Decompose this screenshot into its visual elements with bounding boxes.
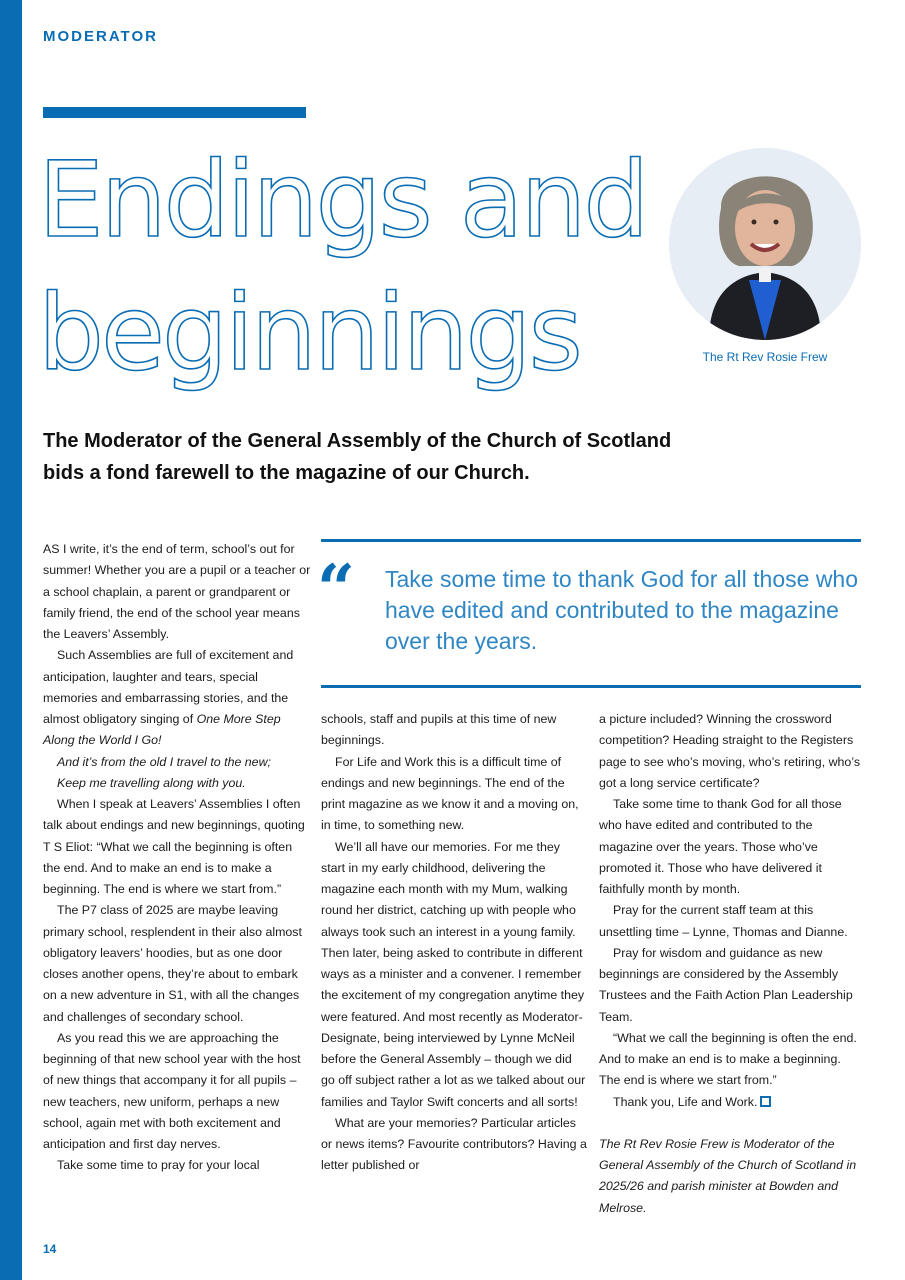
lyric-text: And it’s from the old I travel to the new; [57,754,271,769]
section-label: MODERATOR [43,28,158,45]
end-mark-icon [760,1096,771,1107]
paragraph: Pray for the current staff team at this unsettling time – Lynne, Thomas and Dianne. [599,903,848,939]
headline-line-1: Endings and [38,139,647,261]
standfirst-line-2: bids a fond farewell to the magazine of our Church. [43,462,530,484]
author-bio [599,1134,861,1219]
page-number: 14 [43,1242,57,1256]
paragraph [599,1092,861,1113]
paragraph: The P7 class of 2025 are maybe leaving primary school, resplendent in their also almost obligatory leavers’ hoodies, but as one door closes another opens, they’re about to embark on a new adventure in S1, with all the changes and challenges of secondary school. [43,903,302,1024]
portrait-illustration [669,148,861,340]
closing-line: Thank you, Life and Work. [613,1094,758,1109]
paragraph-text: Such Assemblies are full of excitement and anticipation, laughter and tears, special memories and embarrassing stories, and the almost obligatory singing of [43,648,294,726]
portrait-caption: The Rt Rev Rosie Frew [702,350,828,364]
paragraph: a picture included? Winning the crossword competition? Heading straight to the Registers page to see who’s moving, who’s retiring, who’s got a long service certificate? [599,712,861,790]
standfirst-line-1: The Moderator of the General Assembly of the Church of Scotland [43,430,672,452]
paragraph: For Life and Work this is a difficult time of endings and new beginnings. The end of the print magazine as we know it and a moving on, in time, to something new. [321,754,579,833]
lyric-line [43,773,311,794]
paragraph: schools, staff and pupils at this time of new beginnings. [321,712,557,748]
paragraph: As you read this we are approaching the beginning of that new school year with the host of new things that accompany it for all pupils – new teachers, new uniform, perhaps a new school, again met with both excitement and anticipation and first day nerves. [43,1030,301,1151]
song-title: One More Step Along the World I Go! [43,712,281,748]
author-bio-text: The Rt Rev Rosie Frew is Moderator of the General Assembly of the Church of Scotland in 2025/26 and parish minister at Bowden and Melrose. [599,1136,857,1215]
paragraph: Take some time to pray for your local [57,1158,260,1173]
article-column-1 [43,539,311,1177]
paragraph: When I speak at Leavers’ Assemblies I often talk about endings and new beginnings, quoting T S Eliot: “What we call the beginning is often the end. And to make an end is to make a beginning. The end is where we start from.” [43,797,305,896]
paragraph: Take some time to thank God for all those who have edited and contributed to the magazine over the years. Those who’ve promoted it. Those who have delivered it faithfully month by month. [599,797,842,896]
article-column-2 [321,709,587,1177]
paragraph: What are your memories? Particular articles or news items? Favourite contributors? Having a letter published or [321,1115,587,1173]
headline-line-2: beginnings [38,272,580,394]
headline [38,134,646,400]
quote-mark-icon: “ [317,550,355,628]
paragraph [43,645,311,751]
standfirst [43,425,763,489]
portrait-photo [669,148,861,340]
paragraph: “What we call the beginning is often the end. And to make an end is to make a beginning. The end is where we start from.” [599,1030,857,1088]
pull-quote-rule-bottom [321,685,861,688]
pull-quote: Take some time to thank God for all those who have edited and contributed to the magazine over the years. [385,566,859,654]
paragraph: Pray for wisdom and guidance as new beginnings are considered by the Assembly Trustees and the Faith Action Plan Leadership Team. [599,945,853,1024]
paragraph: We’ll all have our memories. For me they start in my early childhood, delivering the magazine each month with my Mum, walking round her district, catching up with people who always took such an interest in a young family. Then later, being asked to contribute in different ways as a minister and a convener. I remember the excitement of my congregation anytime they were featured. And most recently as Moderator-Designate, being interviewed by Lynne McNeil before the General Assembly – though we did go off subject rather a lot as we talked about our families and Taylor Swift concerts and all sorts! [321,839,586,1109]
lyric-line [43,752,311,773]
accent-rule [43,107,306,118]
paragraph: AS I write, it’s the end of term, school’s out for summer! Whether you are a pupil or a teacher or a school chaplain, a parent or grandparent or family friend, the end of the school year means the Leavers’ Assembly. [43,542,311,641]
pull-quote-rule-top [321,539,861,542]
lyric-text: Keep me travelling along with you. [57,775,246,790]
side-bar [0,0,22,1280]
article-column-3 [599,709,861,1219]
